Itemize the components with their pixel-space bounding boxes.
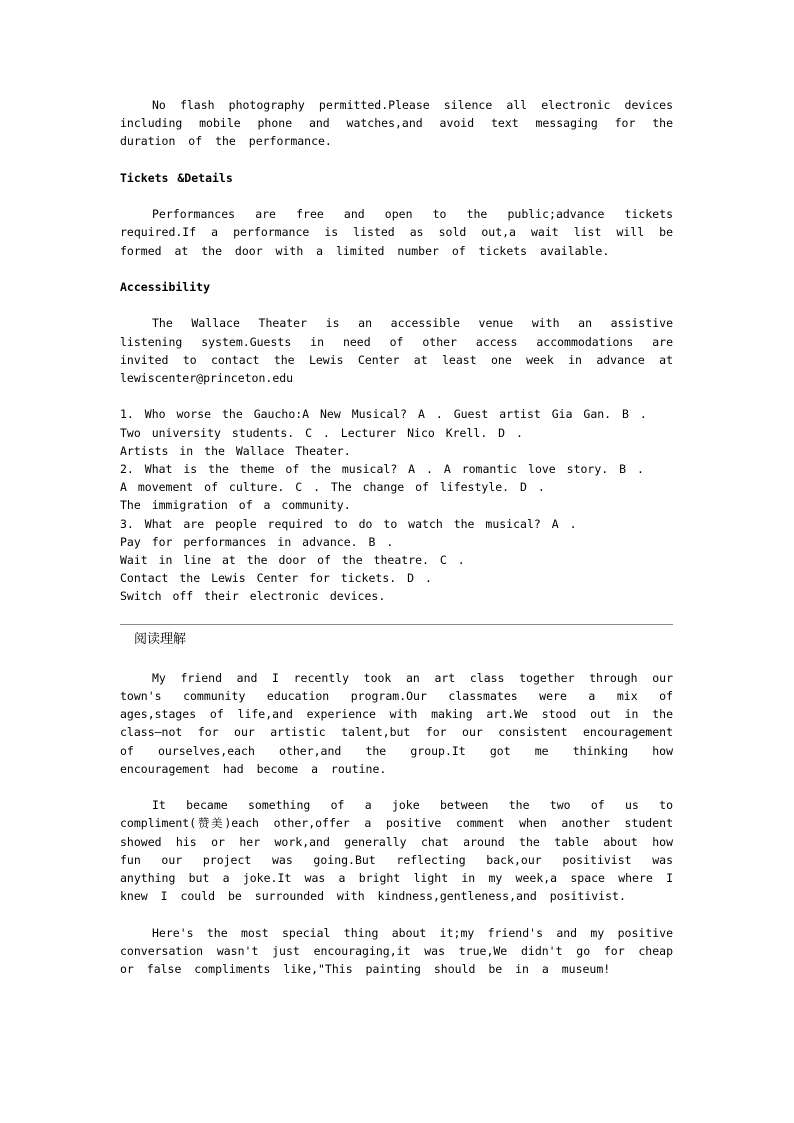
question-line: Two university students. C . Lecturer Nico Krell. D . (120, 425, 523, 440)
reading-paragraph-1: My friend and I recently took an art class together through our town's community education program.Our classmates were a mix of ages,stages of life,and experience with making art.We stood out in the class—not for our artistic talent,but for our consistent encouragement of ourselves,each other,and the group.It got me thinking how encouragement had become a routine. (120, 670, 673, 776)
question-line: 2. What is the theme of the musical? A . A romantic love story. B . (120, 461, 644, 476)
notice-paragraph: No flash photography permitted.Please silence all electronic devices including mobile phone and watches,and avoid text messaging for the duration of the performance. (120, 98, 673, 149)
accessibility-heading: Accessibility (120, 279, 211, 294)
document-page (120, 96, 673, 978)
reading-paragraph-3: Here's the most special thing about it;my friend's and my positive conversation wasn't just encouraging,it was true,We didn't go for cheap or false compliments like,"This painting should be in a museum! (120, 925, 673, 977)
tickets-paragraph: Performances are free and open to the public;advance tickets required.If a performance is listed as sold out,a wait list will be formed at the door with a limited number of tickets available. (120, 207, 673, 258)
question-line: A movement of culture. C . The change of lifestyle. D . (120, 480, 545, 495)
question-line: Contact the Lewis Center for tickets. D . (120, 571, 432, 586)
question-line: The immigration of a community. (120, 498, 351, 513)
questions-list (120, 405, 673, 605)
reading-paragraph-2: It became something of a joke between the two of us to compliment(赞美)each other,offer a positive comment when another student showed his or her work,and generally chat around the table about how fun our project was going.But reflecting back,our positivist was anything but a joke.It was a bright light in my week,a space where I knew I could be surrounded with kindness,gentleness,and positivist. (120, 798, 673, 904)
tickets-heading: Tickets &Details (120, 170, 233, 185)
question-line: Artists in the Wallace Theater. (120, 443, 351, 458)
section-divider (120, 624, 673, 625)
question-line: Pay for performances in advance. B . (120, 534, 394, 549)
question-line: 3. What are people required to do to watch the musical? A . (120, 516, 577, 531)
question-line: 1. Who worse the Gaucho:A New Musical? A . Guest artist Gia Gan. B . (120, 407, 647, 422)
question-line: Switch off their electronic devices. (120, 589, 386, 604)
accessibility-paragraph: The Wallace Theater is an accessible venue with an assistive listening system.Guests in need of other access accommodations are invited to contact the Lewis Center at least one week in advance at lewiscenter@princeton.edu (120, 316, 673, 385)
section-title: 阅读理解 (134, 631, 187, 647)
question-line: Wait in line at the door of the theatre. C . (120, 553, 465, 567)
